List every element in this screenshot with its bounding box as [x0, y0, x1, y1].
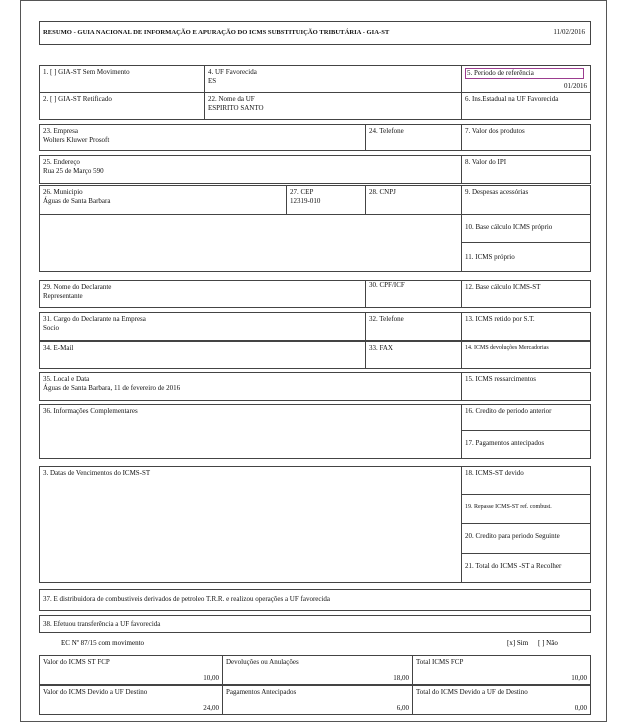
document-date: 11/02/2016: [553, 28, 585, 36]
field-29: [39, 280, 366, 308]
field-3-label: 3. Datas de Vencimentos do ICMS-ST: [43, 469, 151, 477]
field-15: [461, 372, 591, 401]
field-30: [365, 280, 462, 308]
field-8: [461, 155, 591, 184]
field-19: [461, 494, 591, 524]
gia-st-document: [20, 0, 607, 722]
ec-label: EC Nº 87/15 com movimento: [61, 639, 145, 647]
field-9-label: 9. Despesas acessórias: [465, 188, 529, 196]
field-37: [39, 589, 591, 611]
field-23-value: Wolters Kluwer Prosoft: [43, 136, 110, 144]
field-25: [39, 155, 462, 184]
field-25-value: Rua 25 de Março 590: [43, 167, 104, 175]
field-4-label: 4. UF Favorecida: [208, 68, 257, 76]
field-11-label: 11. ICMS próprio: [465, 253, 515, 261]
field-26-label: 26. Municipio: [43, 188, 83, 196]
field-17-label: 17. Pagamentos antecipados: [465, 439, 545, 447]
field-8-label: 8. Valor do IPI: [465, 158, 507, 166]
fcp-icms-st: [39, 655, 223, 685]
field-26-value: Águas de Santa Barbara: [43, 197, 111, 205]
field-22: [204, 92, 462, 120]
ec-nao: [ ] Não: [538, 639, 558, 647]
field-31-value: Socio: [43, 324, 59, 332]
field-38: [39, 615, 591, 633]
field-32-label: 32. Telefone: [369, 315, 404, 323]
fcp-devolucoes: [222, 655, 413, 685]
field-37-label: 37. E distribuidora de combustiveis derivados de petroleo T.R.R. e realizou operações a UF favorecida: [43, 595, 331, 603]
field-7: [461, 124, 591, 151]
field-14-label: 14. ICMS devoluções Mercadorias: [465, 345, 549, 351]
field-13-label: 13. ICMS retido por S.T.: [465, 315, 535, 323]
dest-devido-label: Valor do ICMS Devido a UF Destino: [43, 688, 148, 696]
field-15-label: 15. ICMS ressarcimentos: [465, 375, 536, 383]
field-1-label: 1. [ ] GIA-ST Sem Movimento: [43, 68, 130, 76]
field-20-label: 20. Credito para periodo Seguinte: [465, 532, 560, 540]
field-28: [365, 185, 462, 215]
field-33: [365, 341, 462, 369]
field-19-label: 19. Repasse ICMS-ST ref. combust.: [465, 504, 552, 510]
fcp-devolucoes-label: Devoluções ou Anulações: [226, 658, 299, 666]
field-24: [365, 124, 462, 151]
field-14: [461, 341, 591, 369]
field-36: [39, 404, 462, 459]
field-23-label: 23. Empresa: [43, 127, 78, 135]
field-20: [461, 523, 591, 554]
fcp-icms-st-value: 10,00: [203, 674, 219, 682]
field-7-label: 7. Valor dos produtos: [465, 127, 525, 135]
field-28-label: 28. CNPJ: [369, 188, 396, 196]
dest-pagamentos-value: 6,00: [396, 704, 409, 712]
field-18: [461, 466, 591, 495]
field-35: [39, 372, 462, 401]
field-2: [39, 92, 205, 120]
ec-sim: [x] Sim: [507, 639, 529, 647]
field-36-label: 36. Informações Complementares: [43, 407, 138, 415]
field-2-label: 2. [ ] GIA-ST Retificado: [43, 95, 112, 103]
field-34-label: 34. E-Mail: [43, 344, 74, 352]
field-26: [39, 185, 287, 215]
field-33-label: 33. FAX: [369, 344, 393, 352]
field-35-value: Águas de Santa Barbara, 11 de fevereiro de 2016: [43, 384, 181, 392]
dest-total-label: Total do ICMS Devido a UF de Destino: [416, 688, 528, 696]
field-17: [461, 430, 591, 459]
field-4: [204, 65, 462, 93]
field-24-label: 24. Telefone: [369, 127, 404, 135]
fcp-total: [412, 655, 591, 685]
field-16: [461, 404, 591, 431]
field-27-label: 27. CEP: [290, 188, 314, 196]
field-21: [461, 553, 591, 583]
field-5-label: 5. Periodo de referência: [465, 68, 584, 79]
field-27-value: 12319-010: [290, 197, 321, 205]
fcp-total-label: Total ICMS FCP: [416, 658, 464, 666]
field-12: [461, 280, 591, 308]
field-27: [286, 185, 366, 215]
fcp-devolucoes-value: 18,00: [393, 674, 409, 682]
dest-devido-value: 24,00: [203, 704, 219, 712]
field-5-value: 01/2016: [564, 82, 587, 90]
field-3: [39, 466, 462, 583]
field-11: [461, 242, 591, 272]
field-10: [461, 214, 591, 243]
dest-total: [412, 685, 591, 715]
field-13: [461, 312, 591, 341]
field-35-label: 35. Local e Data: [43, 375, 90, 383]
field-38-label: 38. Efetuou transferência a UF favorecida: [43, 620, 161, 628]
field-6-label: 6. Ins.Estadual na UF Favorecida: [465, 95, 559, 103]
header-box: [39, 21, 591, 45]
field-9: [461, 185, 591, 215]
blank-area: [39, 214, 462, 272]
field-34: [39, 341, 366, 369]
field-18-label: 18. ICMS-ST devido: [465, 469, 524, 477]
field-25-label: 25. Endereço: [43, 158, 80, 166]
field-22-label: 22. Nome da UF: [208, 95, 255, 103]
field-23: [39, 124, 366, 151]
field-32: [365, 312, 462, 341]
document-title: RESUMO - GUIA NACIONAL DE INFORMAÇÃO E APURAÇÃO DO ICMS SUBSTITUIÇÃO TRIBUTÁRIA - GIA-ST: [43, 29, 390, 36]
field-29-label: 29. Nome do Declarante: [43, 283, 112, 291]
dest-devido: [39, 685, 223, 715]
field-10-label: 10. Base cálculo ICMS próprio: [465, 223, 553, 231]
field-16-label: 16. Credito de periodo anterior: [465, 407, 552, 415]
dest-pagamentos-label: Pagamentos Antecipados: [226, 688, 297, 696]
field-31-label: 31. Cargo do Declarante na Empresa: [43, 315, 146, 323]
field-1: [39, 65, 205, 93]
field-5: [461, 65, 591, 93]
field-12-label: 12. Base cálculo ICMS-ST: [465, 283, 541, 291]
dest-pagamentos: [222, 685, 413, 715]
field-22-value: ESPIRITO SANTO: [208, 104, 264, 112]
dest-total-value: 0,00: [574, 704, 587, 712]
fcp-total-value: 10,00: [571, 674, 587, 682]
field-4-value: ES: [208, 77, 217, 85]
field-29-value: Representante: [43, 292, 83, 300]
fcp-icms-st-label: Valor do ICMS ST FCP: [43, 658, 110, 666]
field-31: [39, 312, 366, 341]
field-21-label: 21. Total do ICMS -ST a Recolher: [465, 562, 562, 570]
field-6: [461, 92, 591, 120]
field-30-label: 30. CPF/ICF: [369, 281, 405, 289]
